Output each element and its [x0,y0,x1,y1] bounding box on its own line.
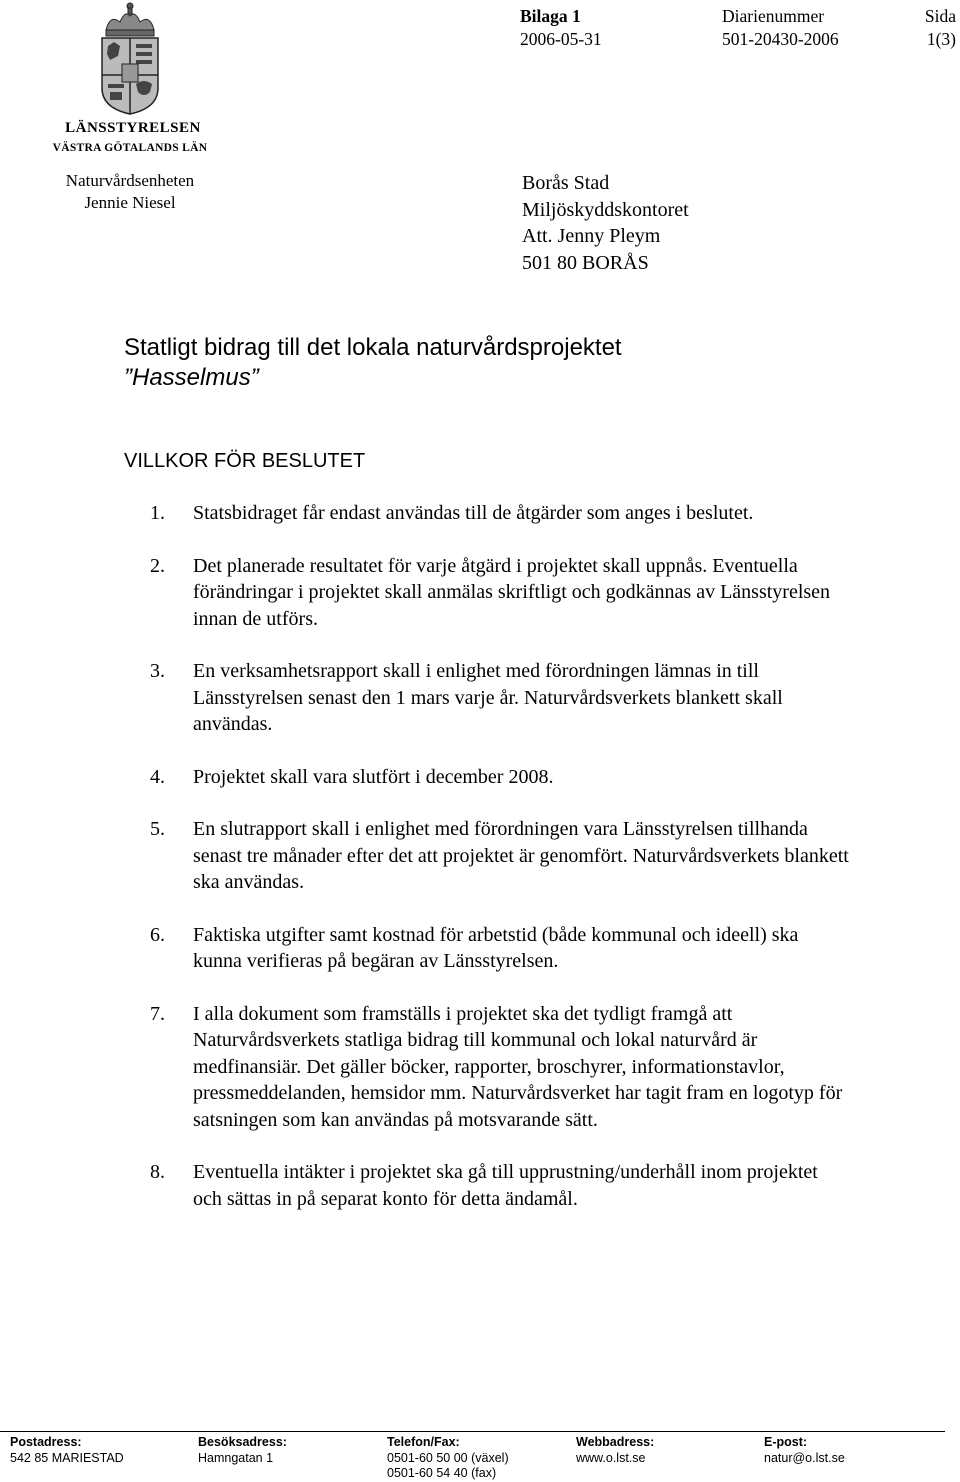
conditions-list [150,500,850,1238]
item-text: Eventuella intäkter i projektet ska gå till upprustning/underhåll inom projektet och sättas in på separat konto för detta ändamål. [193,1161,818,1210]
page-value: 1(3) [926,29,956,49]
list-item [150,658,850,738]
recipient-address [522,170,689,276]
header-doc-col [520,5,602,51]
list-item [150,764,850,791]
title-project-name: ”Hasselmus” [124,364,259,391]
footer-value-fax: 0501-60 54 40 (fax) [387,1466,497,1480]
logo-text-primary: LÄNSSTYRELSEN [65,120,201,136]
item-text: En verksamhetsrapport skall i enlighet med förordningen lämnas in till Länsstyrelsen senast den 1 mars varje år. Naturvårdsverkets blankett skall användas. [193,660,783,735]
doc-date: 2006-05-31 [520,29,602,49]
footer-divider [0,1431,945,1432]
page-label: Sida [924,6,956,26]
item-number: 6. [150,923,165,946]
list-item [150,816,850,896]
recipient-line: Att. Jenny Pleym [522,225,661,247]
item-number: 8. [150,1161,165,1183]
footer-label: Webbadress: [576,1435,655,1449]
item-number: 2. [150,554,165,577]
footer-postal [10,1435,124,1466]
footer-value: natur@o.lst.se [764,1450,845,1465]
item-number: 4. [150,765,165,788]
sender-block [40,170,220,214]
logo-text-secondary: VÄSTRA GÖTALANDS LÄN [52,142,208,154]
list-item [150,553,850,633]
header-page-col [908,5,956,51]
list-item [150,500,850,527]
footer-label: Besöksadress: [198,1435,287,1449]
footer-phone [387,1435,509,1482]
footer-visit [198,1435,287,1466]
coat-of-arms-logo [40,0,220,165]
footer-label: Postadress: [10,1435,82,1449]
recipient-line: Miljöskyddskontoret [522,198,689,221]
recipient-line: 501 80 BORÅS [522,251,649,274]
document-title [124,333,622,393]
footer-value: 542 85 MARIESTAD [10,1450,124,1465]
footer-label: E-post: [764,1435,808,1449]
coat-of-arms-icon [40,0,220,120]
item-number: 1. [150,502,165,524]
item-number: 5. [150,818,165,840]
title-line: Statligt bidrag till det lokala naturvårdsprojektet [124,334,622,361]
section-heading: VILLKOR FÖR BESLUTET [124,450,366,472]
reg-label: Diarienummer [722,6,825,26]
sender-unit: Naturvårdsenheten [65,171,195,190]
item-text: I alla dokument som framställs i projektet ska det tydligt framgå att Naturvårdsverkets statliga bidrag till kommunal och lokal naturvård är medfinansiär. Det gäller böcker, rapporter, broschyrer, informationstavlor, pressmeddelanden, hemsidor mm. Naturvårdsverket har tagit fram en logotyp för satsningen som kan användas på motsvarande sätt. [193,1002,843,1131]
footer-value: 0501-60 50 00 (växel) [387,1450,509,1465]
header-reg-col [722,5,839,51]
list-item [150,1001,850,1134]
item-text: En slutrapport skall i enlighet med förordningen vara Länsstyrelsen tillhanda senast tre månader efter det att projektet är genomfört. Naturvårdsverkets blankett ska användas. [193,818,849,893]
recipient-line: Borås Stad [522,172,610,194]
list-item [150,922,850,975]
footer-label: Telefon/Fax: [387,1435,460,1449]
doc-label: Bilaga 1 [520,6,581,26]
reg-number: 501-20430-2006 [722,29,839,49]
item-number: 3. [150,660,165,682]
item-number: 7. [150,1002,165,1025]
footer-email [764,1435,845,1466]
item-text: Det planerade resultatet för varje åtgärd i projektet skall uppnås. Eventuella förändringar i projektet skall anmälas skriftligt och godkännas av Länsstyrelsen innan de utförs. [193,554,831,630]
list-item [150,1159,850,1212]
footer-value: www.o.lst.se [576,1450,646,1465]
item-text: Faktiska utgifter samt kostnad för arbetstid (både kommunal och ideell) ska kunna verifieras på begäran av Länsstyrelsen. [193,923,799,972]
item-text: Statsbidraget får endast användas till de åtgärder som anges i beslutet. [193,502,754,524]
footer-value: Hamngatan 1 [198,1450,274,1465]
sender-person: Jennie Niesel [84,193,176,212]
item-text: Projektet skall vara slutfört i december 2008. [193,765,554,788]
footer-web [576,1435,654,1466]
